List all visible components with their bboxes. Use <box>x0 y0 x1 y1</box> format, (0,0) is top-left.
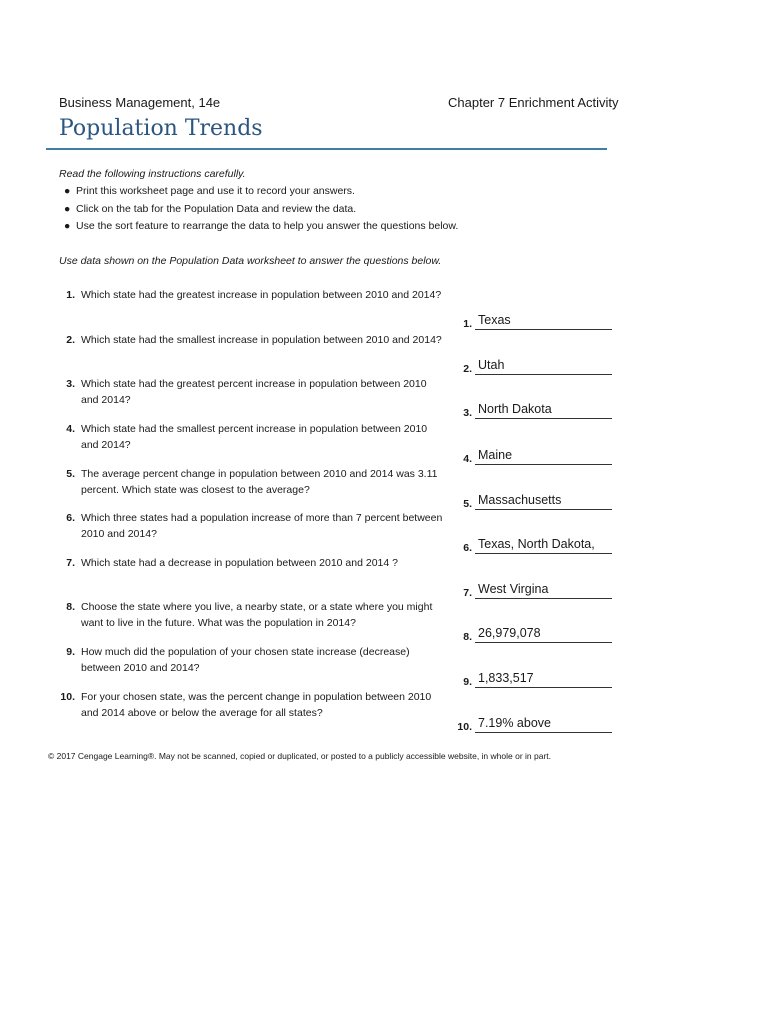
answer-row <box>455 315 610 331</box>
question-number: 9. <box>66 646 75 658</box>
question-item <box>55 555 455 571</box>
question-text: Which three states had a population increase of more than 7 percent between 2010 and 2014? <box>81 512 443 540</box>
answer-number: 3. <box>463 407 472 419</box>
answer-row <box>455 495 610 511</box>
question-item <box>55 376 455 408</box>
question-number: 10. <box>60 691 75 703</box>
question-text: Which state had the greatest percent increase in population between 2010 and 2014? <box>81 378 427 406</box>
answer-field[interactable]: Utah <box>475 357 612 375</box>
answer-row <box>455 584 610 600</box>
title-divider <box>46 148 607 150</box>
instruction-text: Use the sort feature to rearrange the data to help you answer the questions below. <box>76 220 459 232</box>
instruction-bullet: ● Print this worksheet page and use it to record your answers. <box>64 185 355 197</box>
question-text: Which state had the smallest increase in population between 2010 and 2014? <box>81 334 442 346</box>
answer-number: 9. <box>463 676 472 688</box>
answer-field[interactable]: Texas <box>475 312 612 330</box>
answer-row <box>455 450 610 466</box>
instruction-text: Click on the tab for the Population Data and review the data. <box>76 203 357 215</box>
question-number: 4. <box>66 423 75 435</box>
answer-field[interactable]: 7.19% above <box>475 715 612 733</box>
question-text: The average percent change in population between 2010 and 2014 was 3.11 percent. Which state was closest to the average? <box>81 468 438 496</box>
answer-number: 2. <box>463 363 472 375</box>
answer-field[interactable]: Maine <box>475 447 612 465</box>
answer-field[interactable]: 1,833,517 <box>475 670 612 688</box>
question-item <box>55 421 455 453</box>
copyright-footer: © 2017 Cengage Learning®. May not be scanned, copied or duplicated, or posted to a publicly accessible website, in whole or in part. <box>48 751 551 761</box>
question-item <box>55 287 455 303</box>
answer-number: 10. <box>457 721 472 733</box>
answer-row <box>455 628 610 644</box>
answer-row <box>455 539 610 555</box>
answer-number: 7. <box>463 587 472 599</box>
answer-row <box>455 404 610 420</box>
question-text: Which state had a decrease in population between 2010 and 2014 ? <box>81 557 398 569</box>
question-item <box>55 332 455 348</box>
question-item <box>55 510 455 542</box>
answer-row <box>455 718 610 734</box>
answer-number: 6. <box>463 542 472 554</box>
question-number: 7. <box>66 557 75 569</box>
answer-number: 5. <box>463 498 472 510</box>
question-item <box>55 466 455 498</box>
answer-field[interactable]: Texas, North Dakota, <box>475 536 612 554</box>
question-number: 6. <box>66 512 75 524</box>
instructions-intro: Read the following instructions carefully. <box>59 168 246 180</box>
answer-field[interactable]: Massachusetts <box>475 492 612 510</box>
page-title: Population Trends <box>59 116 263 141</box>
answer-row <box>455 360 610 376</box>
answer-row <box>455 673 610 689</box>
question-item <box>55 689 455 721</box>
question-number: 8. <box>66 601 75 613</box>
answer-field[interactable]: North Dakota <box>475 401 612 419</box>
question-item <box>55 599 455 631</box>
question-number: 5. <box>66 468 75 480</box>
instruction-text: Print this worksheet page and use it to record your answers. <box>76 185 355 197</box>
question-number: 2. <box>66 334 75 346</box>
question-number: 1. <box>66 289 75 301</box>
answer-field[interactable]: 26,979,078 <box>475 625 612 643</box>
question-item <box>55 644 455 676</box>
answer-field[interactable]: West Virgina <box>475 581 612 599</box>
answer-number: 1. <box>463 318 472 330</box>
instruction-bullet: ● Use the sort feature to rearrange the data to help you answer the questions below. <box>64 220 459 232</box>
question-number: 3. <box>66 378 75 390</box>
chapter-label: Chapter 7 Enrichment Activity <box>448 95 619 110</box>
question-text: Which state had the smallest percent increase in population between 2010 and 2014? <box>81 423 428 451</box>
instruction-bullet: ● Click on the tab for the Population Data and review the data. <box>64 203 357 215</box>
question-text: How much did the population of your chosen state increase (decrease) between 2010 and 2014? <box>81 646 410 674</box>
question-text: Which state had the greatest increase in population between 2010 and 2014? <box>81 289 442 301</box>
answer-number: 4. <box>463 453 472 465</box>
question-text: For your chosen state, was the percent change in population between 2010 and 2014 above or below the average for all states? <box>81 691 432 719</box>
book-title: Business Management, 14e <box>59 95 221 110</box>
question-text: Choose the state where you live, a nearby state, or a state where you might want to live in the future. What was the population in 2014? <box>81 601 433 629</box>
use-data-note: Use data shown on the Population Data worksheet to answer the questions below. <box>59 255 442 267</box>
answer-number: 8. <box>463 631 472 643</box>
